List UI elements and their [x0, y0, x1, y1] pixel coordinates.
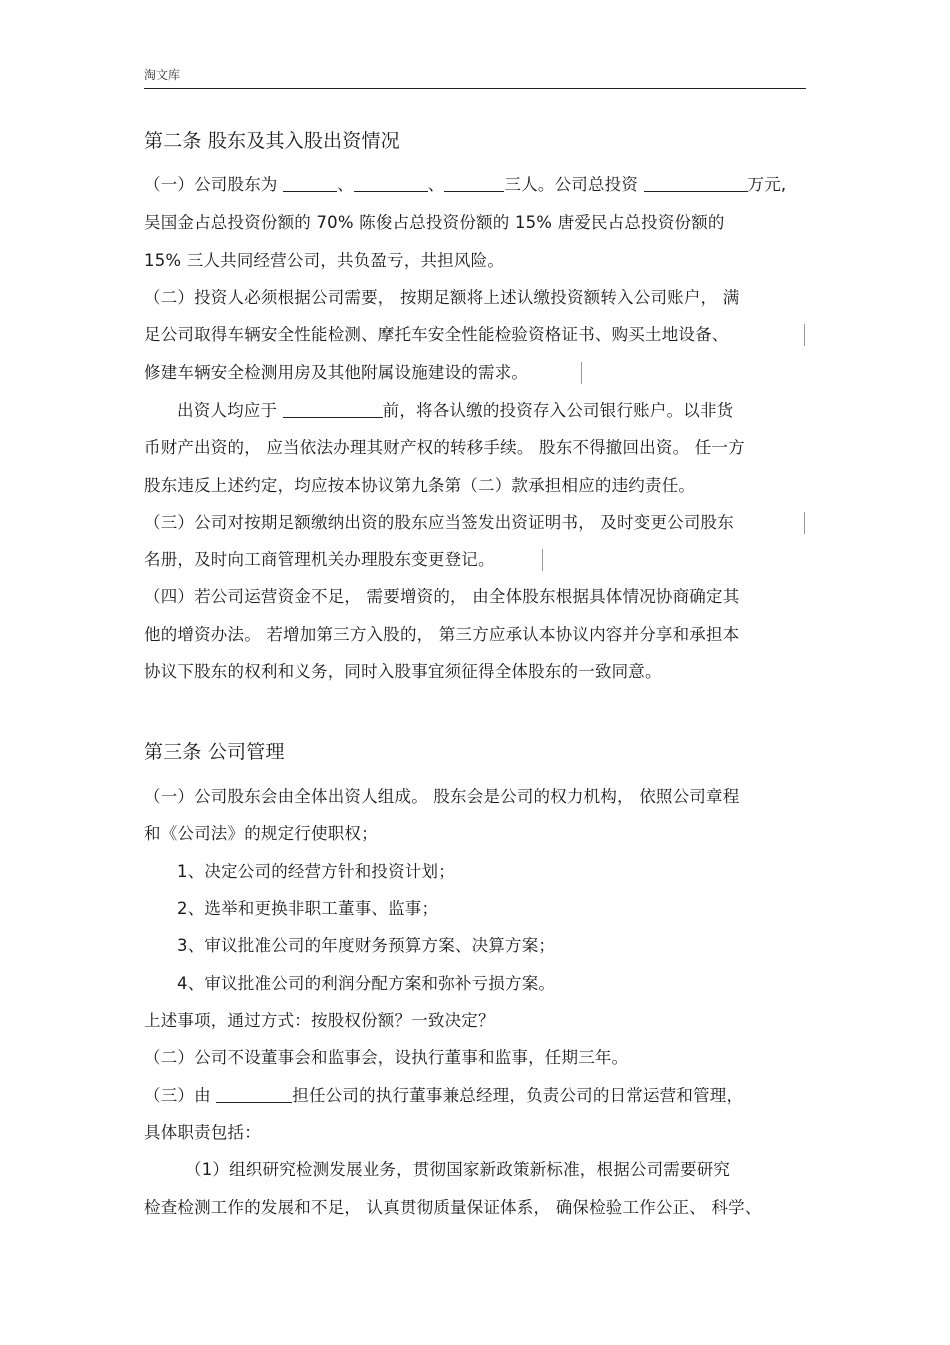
article3-item-2: 2、选举和更换非职工董事、监事； [177, 899, 439, 918]
article3-line2: 和《公司法》的规定行使职权； [144, 824, 378, 843]
article2-line13: 他的增资办法。 若增加第三方入股的， 第三方应承认本协议内容并分享和承担本 [144, 625, 740, 644]
text-segment: （三）由 [144, 1086, 211, 1105]
article3-line4: （二）公司不设董事会和监事会，设执行董事和监事，任期三年。 [144, 1048, 629, 1067]
text-segment: 前，将各认缴的投资存入公司银行账户。以非货 [382, 401, 734, 420]
margin-mark [804, 512, 805, 534]
text-segment: 万元, [747, 175, 787, 194]
article3-item-4: 4、审议批准公司的利润分配方案和弥补亏损方案。 [177, 974, 556, 993]
text-segment: 、 [427, 175, 445, 194]
text-segment: 担任公司的执行董事兼总经理，负责公司的日常运营和管理， [292, 1086, 744, 1105]
article2-line11: 名册，及时向工商管理机关办理股东变更登记。 [144, 550, 495, 569]
article3-title: 第三条 公司管理 [144, 741, 285, 763]
site-name: 淘文库 [144, 68, 181, 82]
blank-field-deadline [283, 399, 383, 418]
article2-line2: 吴国金占总投资份额的 70% 陈俊占总投资份额的 15% 唐爱民占总投资份额的 [144, 213, 725, 232]
text-segment: 三人。公司总投资 [504, 175, 639, 194]
article2-line7 [177, 399, 733, 423]
text-segment: 、 [337, 175, 354, 194]
blank-field-shareholder3 [444, 173, 504, 192]
blank-field-shareholder2 [354, 173, 428, 192]
article3-item-3: 3、审议批准公司的年度财务预算方案、决算方案； [177, 936, 556, 955]
margin-mark [581, 362, 582, 384]
article2-line3: 15% 三人共同经营公司，共负盈亏，共担风险。 [144, 251, 505, 270]
text-segment: （一）公司股东为 [144, 175, 278, 194]
article3-line7: （1）组织研究检测发展业务，贯彻国家新政策新标准，根据公司需要研究 [185, 1160, 731, 1179]
article3-line3: 上述事项，通过方式：按股权份额？一致决定？ [144, 1011, 495, 1030]
article2-line4: （二）投资人必须根据公司需要， 按期足额将上述认缴投资额转入公司账户， 满 [144, 288, 740, 307]
article3-line8: 检查检测工作的发展和不足， 认真贯彻质量保证体系， 确保检验工作公正、 科学、 [144, 1198, 762, 1217]
blank-field-executive-director [216, 1084, 292, 1103]
article3-line5 [144, 1084, 743, 1108]
text-segment: 出资人均应于 [177, 401, 278, 420]
page-header [144, 66, 806, 89]
article3-line6: 具体职责包括： [144, 1123, 261, 1142]
article2-title: 第二条 股东及其入股出资情况 [144, 130, 400, 152]
article2-paragraph1-line1 [144, 173, 786, 197]
blank-field-shareholder1 [283, 173, 337, 192]
article2-line5: 足公司取得车辆安全性能检测、摩托车安全性能检验资格证书、购买土地设备、 [144, 325, 729, 344]
article2-line12: （四）若公司运营资金不足， 需要增资的， 由全体股东根据具体情况协商确定其 [144, 587, 740, 606]
article3-line1: （一）公司股东会由全体出资人组成。 股东会是公司的权力机构， 依照公司章程 [144, 787, 740, 806]
article2-line9: 股东违反上述约定，均应按本协议第九条第（二）款承担相应的违约责任。 [144, 476, 696, 495]
article2-line10: （三）公司对按期足额缴纳出资的股东应当签发出资证明书， 及时变更公司股东 [144, 513, 734, 532]
margin-mark [804, 324, 805, 346]
article2-line8: 币财产出资的， 应当依法办理其财产权的转移手续。 股东不得撤回出资。 任一方 [144, 438, 745, 457]
article2-line14: 协议下股东的权利和义务，同时入股事宜须征得全体股东的一致同意。 [144, 662, 662, 681]
article3-item-1: 1、决定公司的经营方针和投资计划； [177, 862, 455, 881]
margin-mark [542, 549, 543, 571]
article2-line6: 修建车辆安全检测用房及其他附属设施建设的需求。 [144, 363, 529, 382]
blank-field-total-investment [644, 173, 748, 192]
